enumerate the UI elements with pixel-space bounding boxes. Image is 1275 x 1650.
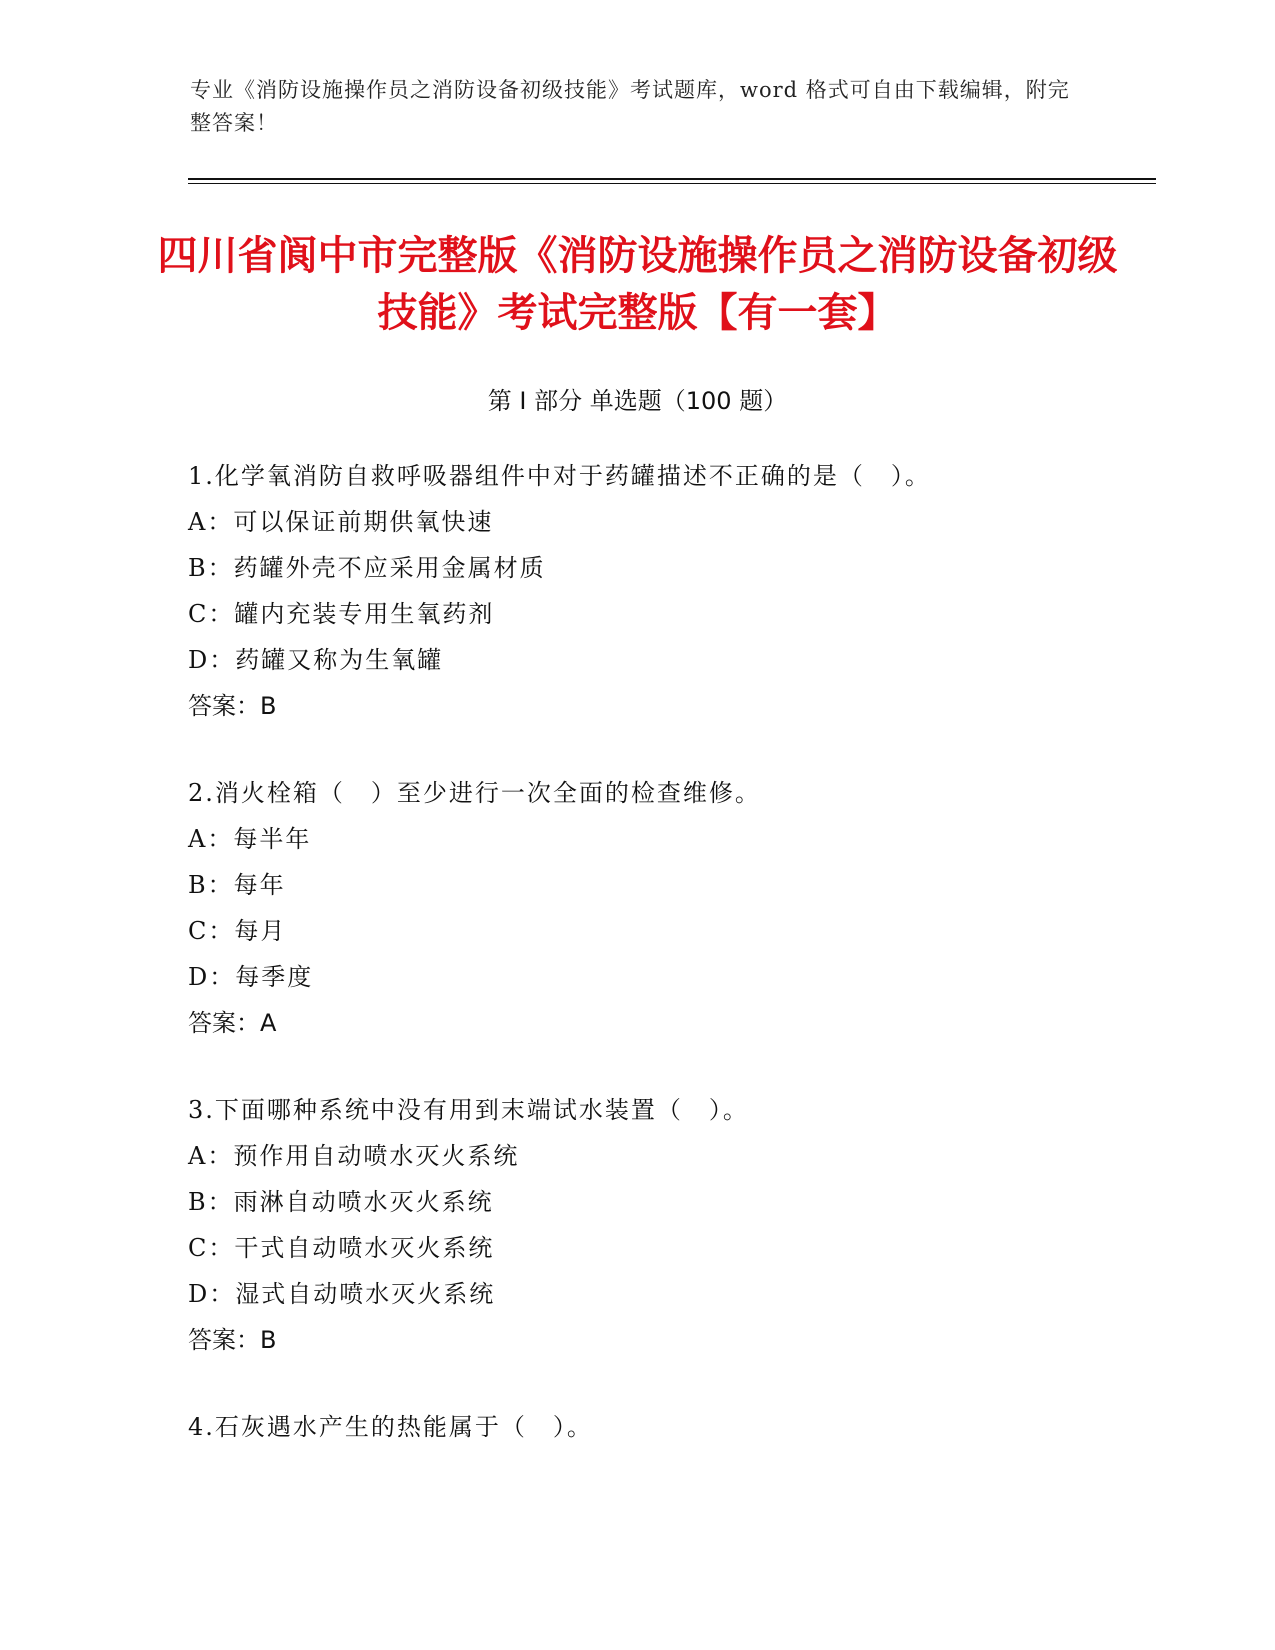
option-b: B：每年 bbox=[188, 871, 286, 899]
question-stem: 3.下面哪种系统中没有用到末端试水装置（ ）。 bbox=[188, 1096, 749, 1124]
question-2 bbox=[188, 770, 1168, 1046]
option-a: A：每半年 bbox=[188, 825, 312, 853]
option-c: C：罐内充装专用生氧药剂 bbox=[188, 600, 495, 628]
question-1 bbox=[188, 453, 1168, 729]
answer: 答案：A bbox=[188, 1009, 277, 1037]
question-stem: 2.消火栓箱（ ）至少进行一次全面的检查维修。 bbox=[188, 779, 761, 807]
section-title: 第 I 部分 单选题（100 题） bbox=[487, 387, 788, 415]
option-d: D：湿式自动喷水灭火系统 bbox=[188, 1280, 496, 1308]
header-note: 专业《消防设施操作员之消防设备初级技能》考试题库，word 格式可自由下载编辑，附完整答案！ bbox=[190, 78, 1070, 135]
question-3 bbox=[188, 1087, 1168, 1363]
document-title: 四川省阆中市完整版《消防设施操作员之消防设备初级技能》考试完整版【有一套】 bbox=[157, 233, 1118, 336]
answer: 答案：B bbox=[188, 692, 277, 720]
option-b: B：雨淋自动喷水灭火系统 bbox=[188, 1188, 494, 1216]
answer: 答案：B bbox=[188, 1326, 277, 1354]
header-divider-thick bbox=[188, 178, 1156, 180]
option-d: D：药罐又称为生氧罐 bbox=[188, 646, 444, 674]
option-c: C：每月 bbox=[188, 917, 287, 945]
option-b: B：药罐外壳不应采用金属材质 bbox=[188, 554, 546, 582]
question-stem: 1.化学氧消防自救呼吸器组件中对于药罐描述不正确的是（ ）。 bbox=[188, 462, 931, 490]
question-4 bbox=[188, 1404, 1168, 1450]
question-stem: 4.石灰遇水产生的热能属于（ ）。 bbox=[188, 1413, 593, 1441]
option-d: D：每季度 bbox=[188, 963, 314, 991]
option-c: C：干式自动喷水灭火系统 bbox=[188, 1234, 495, 1262]
option-a: A：可以保证前期供氧快速 bbox=[188, 508, 494, 536]
option-a: A：预作用自动喷水灭火系统 bbox=[188, 1142, 520, 1170]
header-divider-thin bbox=[188, 183, 1156, 184]
